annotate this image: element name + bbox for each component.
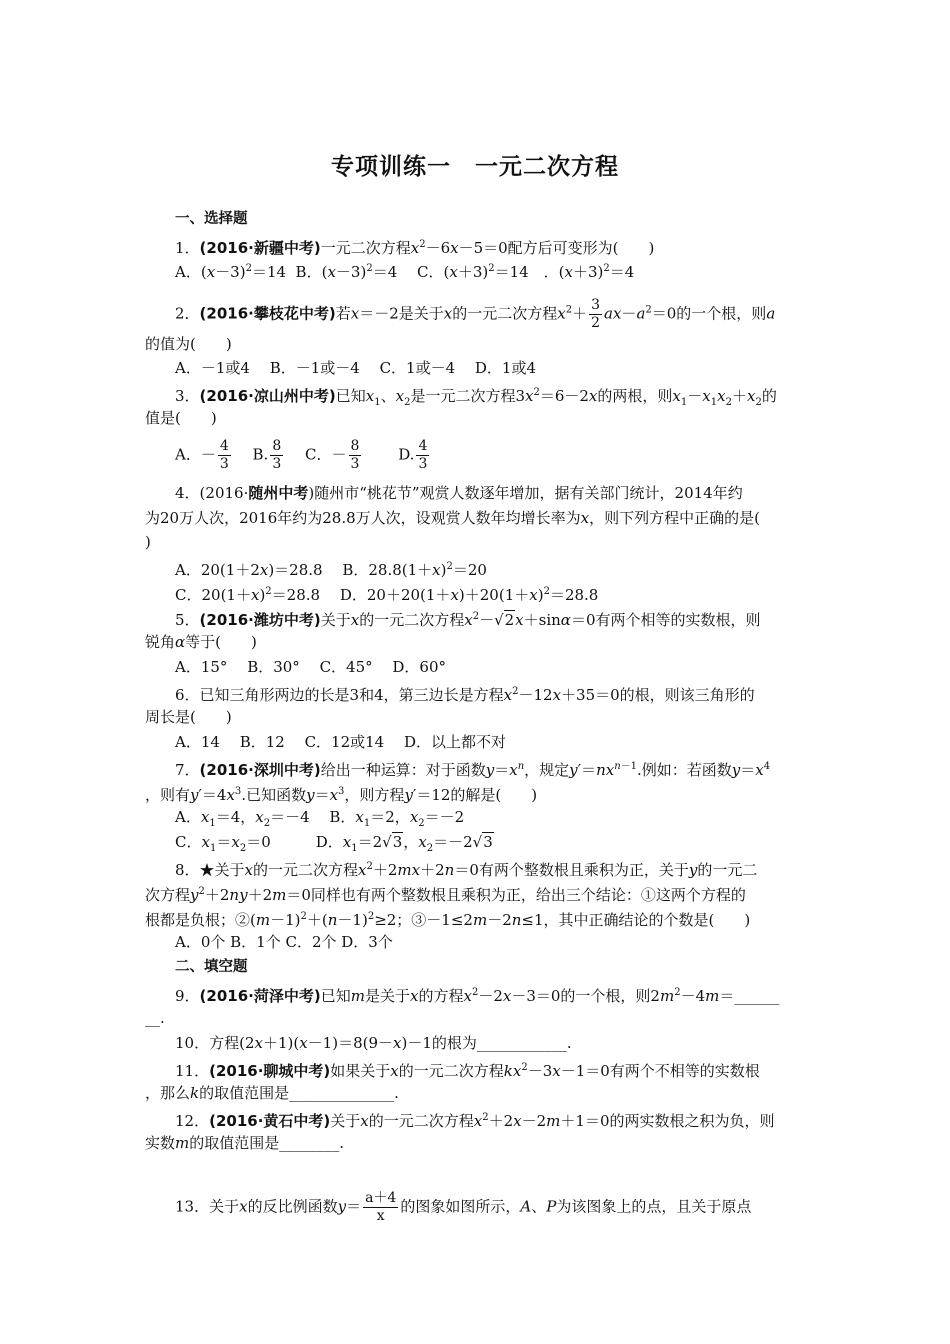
- question-11-line-2: ，那么k的取值范围是______________.: [145, 1084, 399, 1102]
- question-4-line-3: ): [145, 533, 151, 551]
- question-8-options: A．0个 B．1个 C．2个 D．3个: [175, 933, 393, 951]
- section-choice-heading: 一、选择题: [175, 211, 248, 227]
- question-7-line-1: 7．(2016·深圳中考)给出一种运算：对于函数$y=x^n$，规定$y'=nx^{n-1}$.例如：若函数$y=x^4$: [175, 761, 771, 779]
- question-7-options-1: A．$x_1=4$，$x_2=-4$ B．$x_1=2$，$x_2=-2$: [175, 808, 465, 829]
- question-12-line-1: 12．(2016·黄石中考)关于x的一元二次方程$x^2+2x-2m+1=0$的两实数根之积为负，则: [175, 1112, 775, 1130]
- question-3-options: A．－ $\frac{4}{3}$ B. $\frac{8}{3}$ C．－ $\frac{8}{3}$ D. $\frac{4}{3}$: [175, 438, 428, 472]
- question-4-options-2: C．$20(1+x)^2=28.8$ D．$20+20(1+x)+20(1+x)^2=28.8$: [175, 586, 599, 604]
- question-5-line-1: 5．(2016·潍坊中考)关于x的一元二次方程$x^2-√2x+\sin\alpha=0$有两个相等的实数根，则: [175, 611, 761, 629]
- question-6-line-2: 周长是( ): [145, 708, 232, 726]
- question-2-cont: 的值为( ): [145, 335, 232, 353]
- question-6-options: A．14 B．12 C．12或14 D．以上都不对: [175, 733, 507, 751]
- question-1-stem: 1．(2016·新疆中考)一元二次方程$x^2-6x-5=0$配方后可变形为( ): [175, 239, 655, 257]
- question-5-line-2: 锐角α等于( ): [145, 633, 257, 651]
- question-7-line-2: ，则有$y'=4x^3$.已知函数$y=x^3$，则方程y′＝12的解是( ): [145, 786, 538, 804]
- question-11-line-1: 11．(2016·聊城中考)如果关于x的一元二次方程$kx^2-3x-1=0$有两个不相等的实数根: [175, 1062, 760, 1080]
- question-4-line-2: 为20万人次，2016年约为28.8万人次，设观赏人数年均增长率为x，则下列方程中正确的是(: [145, 509, 760, 527]
- question-4-line-1: 4．(2016·随州中考)随州市“桃花节”观赏人数逐年增加，据有关部门统计，2014年约: [175, 484, 743, 502]
- question-13-line-1: 13．关于x的反比例函数y＝ $\frac{a+4}{x}$ 的图象如图所示，A、P为该图象上的点，且关于原点: [175, 1190, 752, 1224]
- question-8-line-3: 根都是负根；$②(m-1)^2+(n-1)^2\ge 2$；③－1≤2m－2n≤1，其中正确结论的个数是( ): [145, 911, 751, 929]
- question-4-options-1: A．20(1＋2x)＝28.8 B．$28.8(1+x)^2=20$: [175, 561, 487, 579]
- fraction-three-halves: $\frac{3}{2}$: [591, 297, 601, 331]
- page-title: 专项训练一 一元二次方程: [331, 154, 619, 180]
- question-2-options: A．－1或4 B．－1或－4 C．1或－4 D．1或4: [175, 359, 537, 377]
- question-9-line-2: __.: [145, 1009, 165, 1027]
- question-10: 10．方程(2x＋1)(x－1)＝8(9－x)－1的根为____________.: [175, 1034, 572, 1052]
- question-6-line-1: 6．已知三角形两边的长是3和4，第三边长是方程$x^2-12x+35=0$的根，则该三角形的: [175, 686, 755, 704]
- question-5-options: A．15° B．30° C．45° D．60°: [175, 658, 447, 676]
- question-12-line-2: 实数m的取值范围是________.: [145, 1134, 345, 1152]
- question-9-line-1: 9．(2016·菏泽中考)已知m是关于x的方程$x^2-2x-3=0$的一个根，则$2m^2-4m=\_\_\_\_\_\_$: [175, 987, 780, 1005]
- question-2-stem: 2．(2016·攀枝花中考)若x＝－2是关于x的一元二次方程$x^2+$ $\frac{3}{2}$ $ax-a^2=0$的一个根，则a: [175, 297, 776, 331]
- question-8-line-1: 8．★关于x的一元二次方程$x^2+2mx+2n=0$有两个整数根且乘积为正，关于y的一元二: [175, 861, 758, 879]
- question-3-cont: 值是( ): [145, 409, 217, 427]
- fraction-a-plus-4-over-x: $\frac{a+4}{x}$: [365, 1190, 397, 1224]
- question-1-options: A．$(x-3)^2=14$ B．$(x-3)^2=4$ C．$(x+3)^2=14$ ．$(x+3)^2=4$: [175, 263, 635, 281]
- section-fill-heading: 二、填空题: [175, 959, 248, 975]
- question-3-stem: 3．(2016·凉山州中考)已知$x_1$、$x_2$是一元二次方程$3x^2=6-2x$的两根，则$x_1-x_1x_2+x_2$的: [175, 387, 777, 408]
- question-7-options-2: C．$x_1=x_2=0$ D．$x_1=2√3$，$x_2=-2√3$: [175, 833, 493, 854]
- question-8-line-2: 次方程$y^2+2ny+2m=0$同样也有两个整数根且乘积为正，给出三个结论：①这两个方程的: [145, 886, 746, 904]
